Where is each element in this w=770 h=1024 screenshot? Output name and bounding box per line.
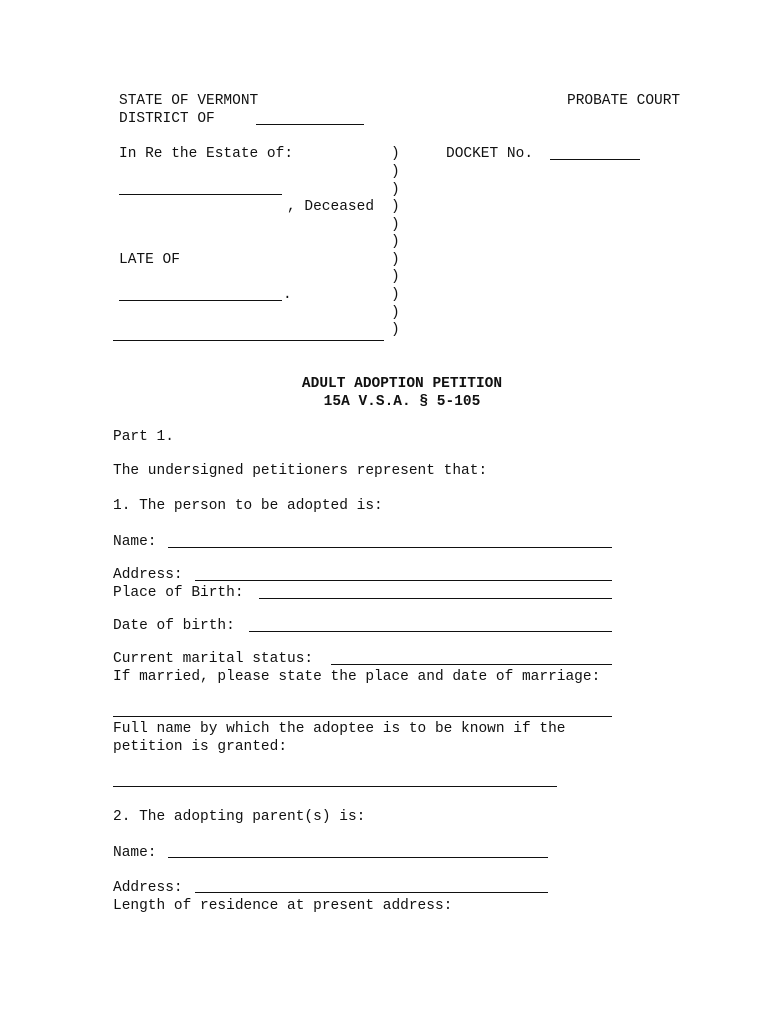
caption-paren: )	[391, 305, 400, 321]
marriage-details-field[interactable]	[113, 716, 612, 717]
adoptee-address-label: Address:	[113, 567, 183, 583]
parent-address-field[interactable]	[195, 892, 548, 893]
new-name-prompt-cont: petition is granted:	[113, 739, 288, 755]
caption-paren: )	[391, 287, 400, 303]
caption-paren: )	[391, 199, 400, 215]
caption-paren: )	[391, 269, 400, 285]
part-heading: Part 1.	[113, 429, 174, 445]
caption-paren: )	[391, 252, 400, 268]
residence-length-label: Length of residence at present address:	[113, 898, 453, 914]
adoptee-address-field[interactable]	[195, 580, 612, 581]
district-label: DISTRICT OF	[119, 111, 215, 127]
caption-paren: )	[391, 182, 400, 198]
district-field[interactable]	[256, 124, 364, 125]
state-heading: STATE OF VERMONT	[119, 93, 259, 109]
in-re-label: In Re the Estate of:	[119, 146, 294, 162]
caption-paren: )	[391, 146, 400, 162]
late-of-label: LATE OF	[119, 252, 180, 268]
dob-field[interactable]	[249, 631, 612, 632]
statute-citation: 15A V.S.A. § 5-105	[323, 394, 481, 410]
dob-label: Date of birth:	[113, 618, 235, 634]
decedent-name-field[interactable]	[119, 194, 282, 195]
docket-label: DOCKET No.	[446, 146, 534, 162]
parent-name-field[interactable]	[168, 857, 548, 858]
late-of-field[interactable]	[119, 300, 282, 301]
marital-status-field[interactable]	[331, 664, 612, 665]
marriage-prompt: If married, please state the place and date of marriage:	[113, 669, 601, 685]
caption-paren: )	[391, 164, 400, 180]
parent-name-label: Name:	[113, 845, 157, 861]
adoptee-name-label: Name:	[113, 534, 157, 550]
caption-paren: )	[391, 322, 400, 338]
document-title: ADULT ADOPTION PETITION	[301, 376, 503, 392]
court-heading: PROBATE COURT	[567, 93, 681, 109]
adoptee-name-field[interactable]	[168, 547, 612, 548]
deceased-label: , Deceased	[287, 199, 375, 215]
birthplace-field[interactable]	[259, 598, 612, 599]
parent-address-label: Address:	[113, 880, 183, 896]
item-2-heading: 2. The adopting parent(s) is:	[113, 809, 366, 825]
caption-paren: )	[391, 234, 400, 250]
marital-status-label: Current marital status:	[113, 651, 314, 667]
new-name-prompt: Full name by which the adoptee is to be known if the	[113, 721, 566, 737]
item-1-heading: 1. The person to be adopted is:	[113, 498, 383, 514]
caption-bottom-line[interactable]	[113, 340, 384, 341]
docket-number-field[interactable]	[550, 159, 640, 160]
caption-paren: )	[391, 217, 400, 233]
intro-text: The undersigned petitioners represent that:	[113, 463, 488, 479]
new-name-field[interactable]	[113, 786, 557, 787]
birthplace-label: Place of Birth:	[113, 585, 244, 601]
late-of-period: .	[283, 287, 292, 303]
